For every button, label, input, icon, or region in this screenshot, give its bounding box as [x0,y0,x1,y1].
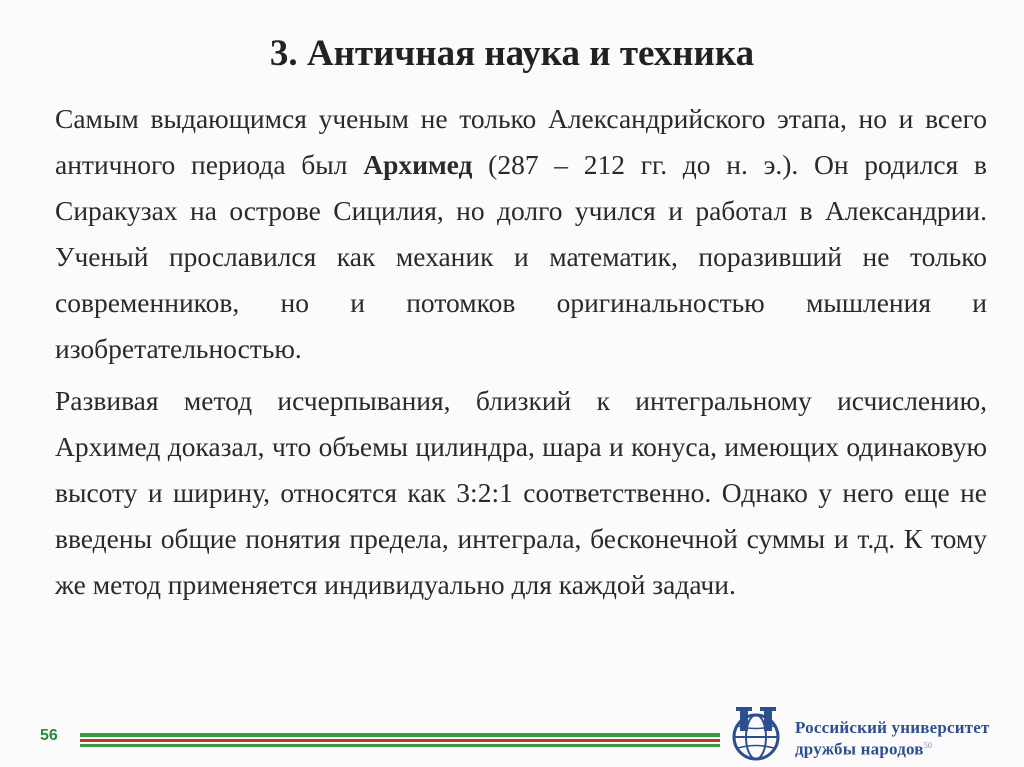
university-name-line-1: Российский университет [795,718,990,737]
page-number: 56 [40,727,58,744]
anniversary-superscript: 50 [923,741,933,750]
footer-stripe-green-2 [80,744,720,747]
paragraph-1-part-1: Самым выдающимся ученым не только Александрийского этапа, но и всего античного периода был [55,103,987,180]
footer-stripe-red [80,739,720,742]
archimedes-name: Архимед [363,149,473,180]
paragraph-exhaustion-method: Развивая метод исчерпывания, близкий к интегральному исчислению, Архимед доказал, что объемы цилиндра, шара и конуса, имеющих одинаковую высоту и ширину, относятся как 3:2:1 соответственно. Однако у него еще не введены общие понятия предела, интеграла, бесконечной суммы и т.д. К тому же метод применяется индивидуально для каждой задачи. [55,385,987,600]
paragraph-archimedes-intro [55,96,987,372]
paragraph-1-part-2: (287 – 212 гг. до н. э.). Он родился в Сиракузах на острове Сицилия, но долго учился и работал в Александрии. Ученый прославился как механик и математик, поразивший не только современников, но и потомков оригинальностью мышления и изобретательностью. [55,149,987,364]
university-name-line-2: дружбы народов [795,739,924,759]
university-name [795,719,990,759]
footer-stripe-green [80,733,720,737]
footer [0,695,1024,767]
university-name-line-2-wrap [795,737,990,759]
slide-title: 3. Античная наука и техника [269,33,755,74]
university-logo-icon [726,705,786,765]
slide-body [55,96,987,614]
